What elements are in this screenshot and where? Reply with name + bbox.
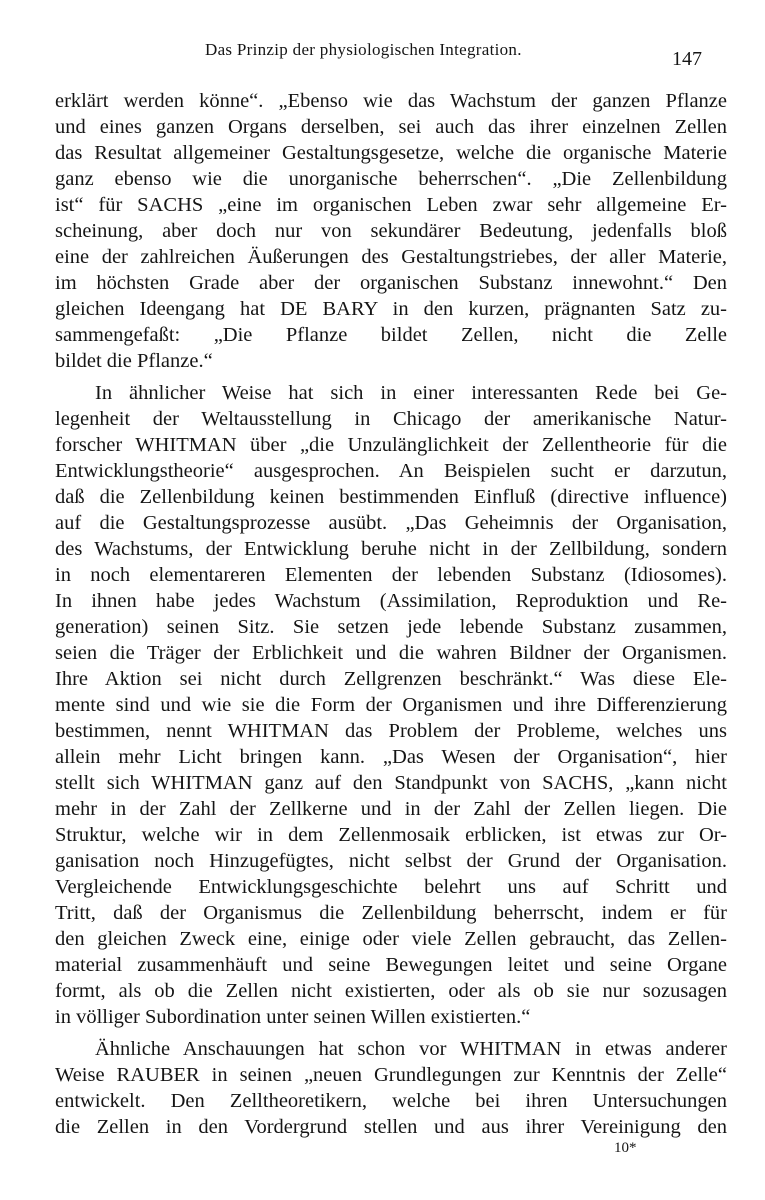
text-line: forscher WHITMAN über „die Unzulänglichkeit der Zellentheorie für die	[55, 434, 727, 456]
text-line: seien die Träger der Erblichkeit und die wahren Bildner der Organismen.	[55, 642, 727, 664]
text-line: entwickelt. Den Zelltheoretikern, welche bei ihren Untersuchungen	[55, 1090, 727, 1112]
text-line: im höchsten Grade aber der organischen Substanz innewohnt.“ Den	[55, 272, 727, 294]
text-line: das Resultat allgemeiner Gestaltungsgesetze, welche die organische Materie	[55, 142, 727, 164]
text-line: die Zellen in den Vordergrund stellen und aus ihrer Vereinigung den	[55, 1116, 727, 1138]
text-line: legenheit der Weltausstellung in Chicago der amerikanische Natur-	[55, 408, 727, 430]
text-line: mente sind und wie sie die Form der Organismen und ihre Differenzierung	[55, 694, 727, 716]
signature-mark: 10*	[614, 1140, 637, 1156]
text-line: ganisation noch Hinzugefügtes, nicht selbst der Grund der Organisation.	[55, 850, 727, 872]
text-line: Struktur, welche wir in dem Zellenmosaik erblicken, ist etwas zur Or-	[55, 824, 727, 846]
text-line: bildet die Pflanze.“	[55, 350, 213, 372]
running-head: Das Prinzip der physiologischen Integration.	[205, 40, 522, 59]
text-line: in völliger Subordination unter seinen Willen existierten.“	[55, 1006, 531, 1028]
text-line: allein mehr Licht bringen kann. „Das Wesen der Organisation“, hier	[55, 746, 727, 768]
text-line: Tritt, daß der Organismus die Zellenbildung beherrscht, indem er für	[55, 902, 727, 924]
text-line: stellt sich WHITMAN ganz auf den Standpunkt von SACHS, „kann nicht	[55, 772, 727, 794]
text-line: generation) seinen Sitz. Sie setzen jede lebende Substanz zusammen,	[55, 616, 727, 638]
text-line: material zusammenhäuft und seine Bewegungen leitet und seine Organe	[55, 954, 727, 976]
text-line: sammengefaßt: „Die Pflanze bildet Zellen, nicht die Zelle	[55, 324, 727, 346]
text-line: In ihnen habe jedes Wachstum (Assimilation, Reproduktion und Re-	[55, 590, 727, 612]
text-line: den gleichen Zweck eine, einige oder viele Zellen gebraucht, das Zellen-	[55, 928, 727, 950]
text-line: gleichen Ideengang hat DE BARY in den kurzen, prägnanten Satz zu-	[55, 298, 727, 320]
text-line: Entwicklungstheorie“ ausgesprochen. An Beispielen sucht er darzutun,	[55, 460, 727, 482]
page-number: 147	[672, 48, 702, 70]
text-line: Vergleichende Entwicklungsgeschichte belehrt uns auf Schritt und	[55, 876, 727, 898]
text-line: formt, als ob die Zellen nicht existierten, oder als ob sie nur sozusagen	[55, 980, 727, 1002]
text-line: bestimmen, nennt WHITMAN das Problem der Probleme, welches uns	[55, 720, 727, 742]
text-line: daß die Zellenbildung keinen bestimmenden Einfluß (directive influence)	[55, 486, 727, 508]
text-line: ist“ für SACHS „eine im organischen Leben zwar sehr allgemeine Er-	[55, 194, 727, 216]
text-line: Ähnliche Anschauungen hat schon vor WHITMAN in etwas anderer	[95, 1038, 727, 1060]
text-line: ganz ebenso wie die unorganische beherrschen“. „Die Zellenbildung	[55, 168, 727, 190]
text-line: auf die Gestaltungsprozesse ausübt. „Das Geheimnis der Organisation,	[55, 512, 727, 534]
text-line: scheinung, aber doch nur von sekundärer Bedeutung, jedenfalls bloß	[55, 220, 727, 242]
text-line: Weise RAUBER in seinen „neuen Grundlegungen zur Kenntnis der Zelle“	[55, 1064, 727, 1086]
text-line: mehr in der Zahl der Zellkerne und in der Zahl der Zellen liegen. Die	[55, 798, 727, 820]
text-line: In ähnlicher Weise hat sich in einer interessanten Rede bei Ge-	[95, 382, 727, 404]
text-line: eine der zahlreichen Äußerungen des Gestaltungstriebes, der aller Materie,	[55, 246, 727, 268]
text-line: des Wachstums, der Entwicklung beruhe nicht in der Zellbildung, sondern	[55, 538, 727, 560]
text-line: erklärt werden könne“. „Ebenso wie das Wachstum der ganzen Pflanze	[55, 90, 727, 112]
text-line: Ihre Aktion sei nicht durch Zellgrenzen beschränkt.“ Was diese Ele-	[55, 668, 727, 690]
text-line: und eines ganzen Organs derselben, sei auch das ihrer einzelnen Zellen	[55, 116, 727, 138]
text-line: in noch elementareren Elementen der lebenden Substanz (Idiosomes).	[55, 564, 727, 586]
